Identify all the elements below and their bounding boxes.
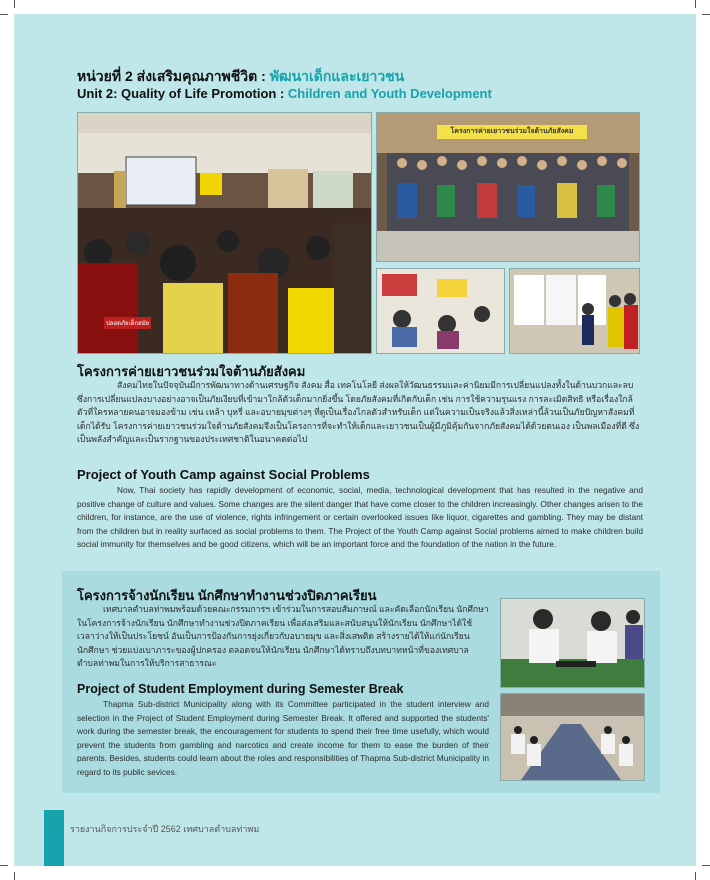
section2-heading-english: Project of Student Employment during Semester Break (77, 682, 404, 696)
unit-title-english (77, 86, 492, 101)
footer-text: รายงานกิจการประจำปี 2562 เทศบาลตำบลท่าพม (70, 824, 260, 834)
photo-meeting-room-image (501, 694, 644, 780)
crop-mark (0, 14, 8, 15)
section2-body-thai: เทศบาลตำบลท่าพมพร้อมด้วยคณะกรรมการฯ เข้าร่วมในการสอบสัมภาษณ์ และคัดเลือกนักเรียน นักศึกษา ในโครงการจ้างนักเรียน นักศึกษาทำงานช่วงปิดภาคเรียน เพื่อส่งเสริมและสนับสนุนให้นักเรียน นักศึกษาได้ใช้เวลาว่างให้เป็นประโยชน์ อันเป็นการป้องกันการยุ่งเกี่ยวกับอบายมุข และสิ่งเสพติด สร้างรายได้ให้แก่นักเรียน นักศึกษา ช่วยแบ่งเบาภาระของผู้ปกครอง ตลอดจนให้นักเรียน นักศึกษาได้ทราบถึงบทบาทหน้าที่ของเทศบาลตำบลท่าพมในการให้บริการสาธารณะ (77, 604, 489, 668)
section2-heading-thai: โครงการจ้างนักเรียน นักศึกษาทำงานช่วงปิดภาคเรียน (77, 588, 377, 603)
section2-body-english: Thapma Sub-district Municipality along with its Committee participated in the student interview and selection in the Project of Student Employment during Semester Break. It offered and supported the students' work during the semester break, the encouragement for students to spend their free time usefully, which would prevent the students from gambling and narcotics and create income for them to ease the burden of their parents. Besides, students could learn about the roles and responsibilities of Thapma Sub-district Municipality in regard to its public sevices. (77, 699, 489, 777)
crop-mark (14, 872, 15, 880)
crop-mark (695, 0, 696, 8)
unit-title-thai (77, 66, 404, 88)
unit-title-english-prefix: Unit 2: Quality of Life Promotion : (77, 86, 288, 101)
photo-interview-image (501, 599, 644, 687)
photo-activity-drawing-image (377, 269, 504, 353)
photo-banner-text: โครงการค่ายเยาวชนร่วมใจต้านภัยสังคม (437, 125, 587, 139)
photo-activity-drawing (376, 268, 505, 354)
photo-activity-board-image (510, 269, 639, 353)
crop-mark (14, 0, 15, 8)
crop-mark (702, 14, 710, 15)
footer-accent-bar (44, 810, 64, 866)
crop-mark (702, 865, 710, 866)
photo-activity-board (509, 268, 640, 354)
photo-auditorium (77, 112, 372, 354)
photo-meeting-room (500, 693, 645, 781)
photo-group (376, 112, 640, 262)
section1-body-thai: สังคมไทยในปัจจุบันมีการพัฒนาทางด้านเศรษฐกิจ สังคม สื่อ เทคโนโลยี ส่งผลให้วัฒนธรรมและค่านิยมมีการเปลี่ยนแปลงทั้งในด้านบวกและลบ ซึ่งการเปลี่ยนแปลงบางอย่างอาจเป็นภัยเงียบที่เข้ามาใกล้ตัวเด็กมากยิ่งขึ้น โดยภัยสังคมที่เกิดกับเด็ก เช่น การใช้ความรุนแรง การละเมิดสิทธิ หรือเรื่องใกล้ตัวที่ใครหลายคนอาจมองข้าม เช่น เหล้า บุหรี่ และอบายมุขต่างๆ ที่ดูเป็นเรื่องไกลตัวสำหรับเด็ก แต่ในความเป็นจริงแล้วสิ่งเหล่านี้ล้วนเป็นภัยปัญหาสังคมที่เด็กได้รับ โครงการค่ายเยาวชนร่วมใจต้านภัยสังคมจึงเป็นโครงการที่จะทำให้เด็กและเยาวชนเป็นผู้มีภูมิคุ้มกันจากภัยสังคมได้ด้วยตนเอง เป็นพลเมืองที่ดี ซึ่งเป็นพลังสำคัญและเป็นรากฐานของประเทศชาติในอนาคตต่อไป (77, 380, 640, 444)
section1-heading-english: Project of Youth Camp against Social Problems (77, 467, 370, 482)
section1-body-english: Now, Thai society has rapidly development of economic, social, media, technological development that has resulted in the negative and positive change of culture and values. Some changes are the silent danger that have come closer to the children increasingly. Other changes arisen to the children, for instance, are the use of violence, rights infringement or certain overlooked issues like liquor, cigarettes and gambling. They may be distant from the children but in reality surfaced as social problems to them. The Project of the Youth Camp against Social problems aimed to make children build social immunity for themselves and be good citizens, which will be an important force and the foundation of the nation in the future. (77, 485, 643, 549)
crop-mark (695, 872, 696, 880)
page-number: 20 (46, 820, 60, 834)
crop-mark (0, 865, 8, 866)
photo-caption-tag: ปลอดภัยเด็กสมัย (104, 317, 151, 329)
unit-title-english-highlight: Children and Youth Development (287, 86, 492, 101)
unit-title-thai-highlight: พัฒนาเด็กและเยาวชน (269, 68, 405, 84)
photo-interview (500, 598, 645, 688)
section1-heading-thai: โครงการค่ายเยาวชนร่วมใจต้านภัยสังคม (77, 364, 306, 379)
unit-title-thai-prefix: หน่วยที่ 2 ส่งเสริมคุณภาพชีวิต : (77, 68, 270, 84)
